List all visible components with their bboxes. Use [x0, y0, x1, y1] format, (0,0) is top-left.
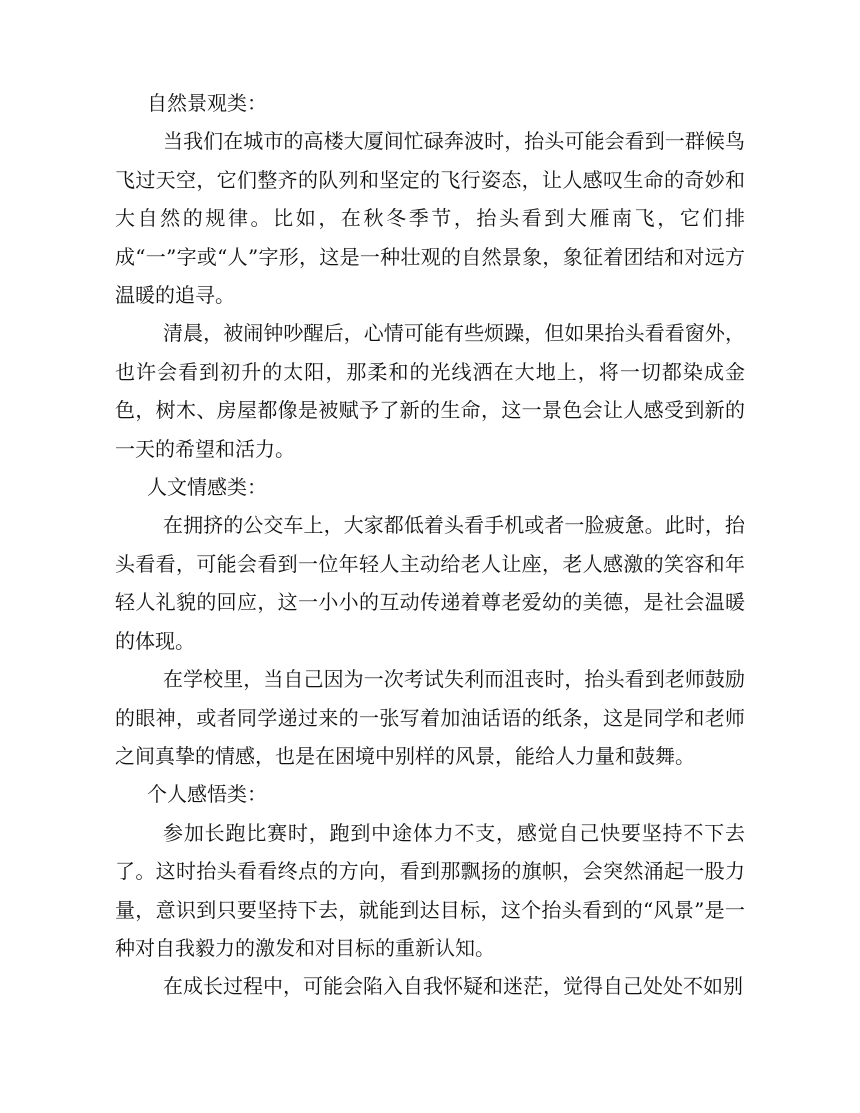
- paragraph: 当我们在城市的高楼大厦间忙碌奔波时，抬头可能会看到一群候鸟飞过天空，它们整齐的队列和坚定的飞行姿态，让人感叹生命的奇妙和大自然的规律。比如，在秋冬季节，抬头看到大雁南飞，它们排成“一”字或“人”字形，这是一种壮观的自然景象，象征着团结和对远方温暖的追寻。: [115, 129, 745, 308]
- paragraph: 参加长跑比赛时，跑到中途体力不支，感觉自己快要坚持不下去了。这时抬头看看终点的方向，看到那飘扬的旗帜，会突然涌起一股力量，意识到只要坚持下去，就能到达目标，这个抬头看到的“风景”是一种对自我毅力的激发和对目标的重新认知。: [115, 820, 745, 960]
- paragraph: 在成长过程中，可能会陷入自我怀疑和迷茫，觉得自己处处不如别: [163, 974, 743, 999]
- paragraph: 清晨，被闹钟吵醒后，心情可能有些烦躁，但如果抬头看看窗外，也许会看到初升的太阳，那柔和的光线洒在大地上，将一切都染成金色，树木、房屋都像是被赋予了新的生命，这一景色会让人感受到新的一天的希望和活力。: [115, 321, 745, 461]
- paragraph: 在学校里，当自己因为一次考试失利而沮丧时，抬头看到老师鼓励的眼神，或者同学递过来的一张写着加油话语的纸条，这是同学和老师之间真挚的情感，也是在困境中别样的风景，能给人力量和鼓舞。: [115, 667, 745, 768]
- paragraph: 在拥挤的公交车上，大家都低着头看手机或者一脸疲惫。此时，抬头看看，可能会看到一位年轻人主动给老人让座，老人感激的笑容和年轻人礼貌的回应，这一小小的互动传递着尊老爱幼的美德，是社会温暖的体现。: [115, 513, 745, 653]
- document-body: [115, 84, 745, 1006]
- section-heading: 人文情感类：: [147, 475, 267, 500]
- section-heading: 自然景观类：: [147, 91, 267, 115]
- section-heading: 个人感悟类：: [147, 782, 267, 807]
